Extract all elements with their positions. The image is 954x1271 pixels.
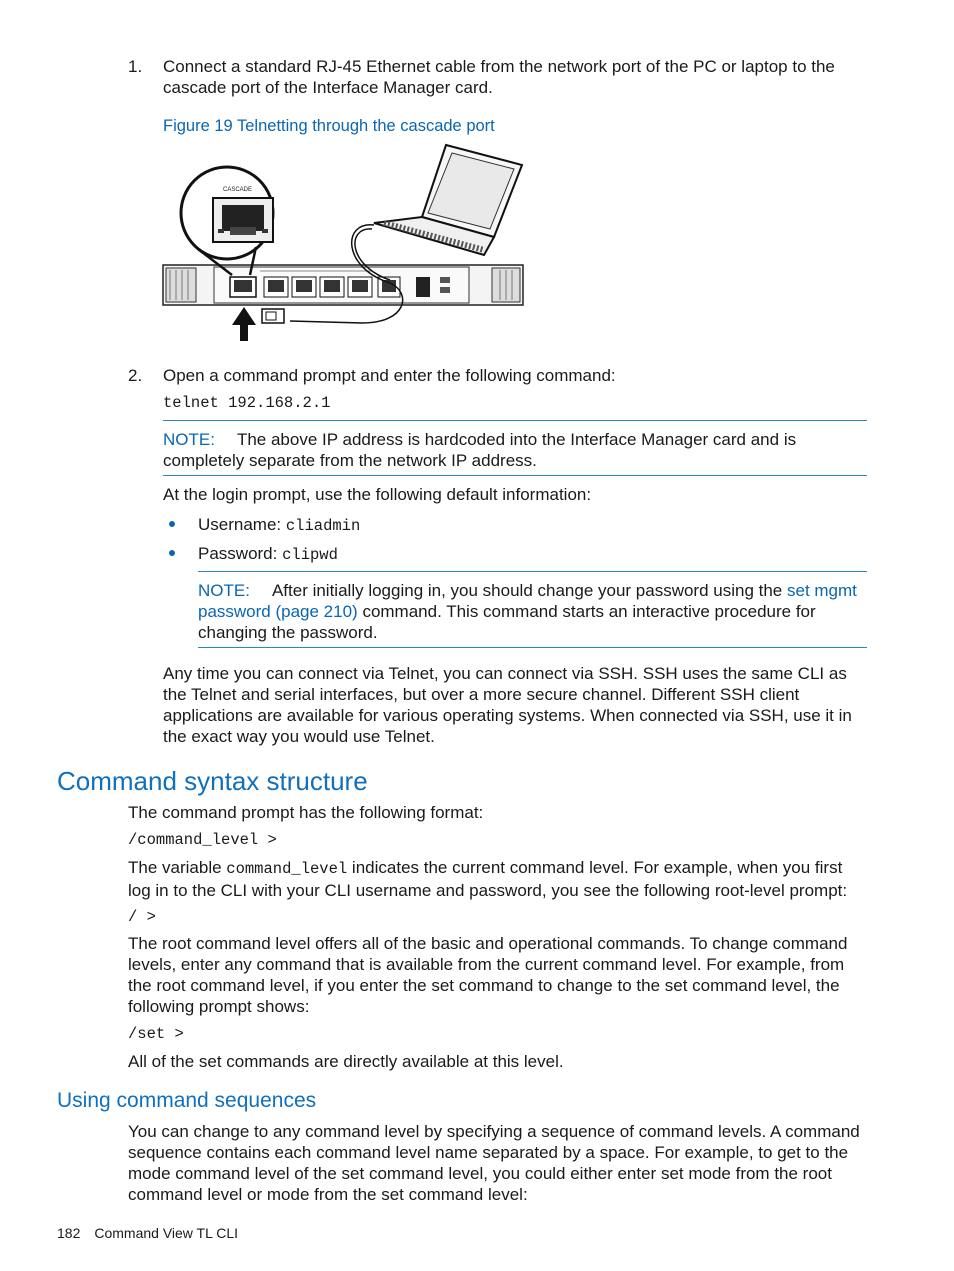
note-2 xyxy=(198,580,868,643)
bullet-icon xyxy=(169,550,175,556)
login-intro: At the login prompt, use the following default information: xyxy=(163,485,592,504)
note-1-text: The above IP address is hardcoded into the Interface Manager card and is completely separate from the network IP address. xyxy=(163,430,797,470)
note-2-text-before: After initially logging in, you should change your password using the xyxy=(271,581,787,600)
section-1-p3: The root command level offers all of the basic and operational commands. To change command levels, enter any command that is available from the current command level. For example, from the root command level, if you enter the set command to change to the set command level, the following prompt shows: xyxy=(128,934,848,1016)
section-1-p1: The command prompt has the following format: xyxy=(128,803,484,822)
username-item xyxy=(198,514,360,537)
section-1-p2 xyxy=(128,857,868,901)
step-2-number: 2. xyxy=(128,366,143,385)
note-2-label: NOTE: xyxy=(198,581,250,600)
cascade-telnet-diagram xyxy=(162,143,528,343)
step-1-number: 1. xyxy=(128,57,143,76)
note-1-label: NOTE: xyxy=(163,430,215,449)
telnet-command: telnet 192.168.2.1 xyxy=(163,394,331,412)
page-number: 182 xyxy=(57,1225,81,1241)
note-2-bottom-rule xyxy=(198,647,867,648)
set-mgmt-password-link[interactable]: set mgmt password (page 210) xyxy=(198,581,857,621)
note-1-bottom-rule xyxy=(163,475,867,476)
username-value: cliadmin xyxy=(285,517,361,535)
inline-code-command-level: command_level xyxy=(226,860,348,878)
cascade-port-label: CASCADE xyxy=(223,187,253,193)
password-value: clipwd xyxy=(282,546,338,564)
note-2-text-after: command. This command starts an interactive procedure for changing the password. xyxy=(198,602,816,642)
section-1-p2-before: The variable xyxy=(128,858,227,877)
code-command-level: /command_level > xyxy=(128,831,277,849)
note-1-top-rule xyxy=(163,420,867,421)
password-item xyxy=(198,543,338,566)
section-heading-command-sequences: Using command sequences xyxy=(57,1089,317,1112)
code-set-prompt: /set > xyxy=(128,1025,184,1043)
ssh-paragraph: Any time you can connect via Telnet, you can connect via SSH. SSH uses the same CLI as the Telnet and serial interfaces, but over a more secure channel. Different SSH client applications are available for various operating systems. When connected via SSH, use it in the exact way you would use Telnet. xyxy=(163,664,852,746)
bullet-icon xyxy=(169,521,175,527)
note-2-top-rule xyxy=(198,571,867,572)
section-2-p1: You can change to any command level by specifying a sequence of command levels. A command sequence contains each command level name separated by a space. For example, to get to the mode command level of the set command level, you could either enter set mode from the root command level or mode from the set command level: xyxy=(128,1122,860,1204)
section-1-p2-after: indicates the current command level. For example, when you first log in to the CLI with your CLI username and password, you see the following root-level prompt: xyxy=(128,858,848,900)
section-heading-command-syntax: Command syntax structure xyxy=(57,766,368,796)
step-1-text: Connect a standard RJ-45 Ethernet cable from the network port of the PC or laptop to the cascade port of the Interface Manager card. xyxy=(163,57,835,97)
figure-illustration xyxy=(162,143,528,343)
figure-caption: Figure 19 Telnetting through the cascade port xyxy=(163,117,495,135)
step-2-text: Open a command prompt and enter the following command: xyxy=(163,366,616,385)
username-label: Username: xyxy=(198,515,286,534)
password-label: Password: xyxy=(198,544,283,563)
footer xyxy=(57,1223,238,1244)
note-1 xyxy=(163,429,869,471)
footer-title: Command View TL CLI xyxy=(94,1225,239,1241)
section-1-p4: All of the set commands are directly available at this level. xyxy=(128,1052,564,1071)
code-root-prompt: / > xyxy=(128,908,156,926)
